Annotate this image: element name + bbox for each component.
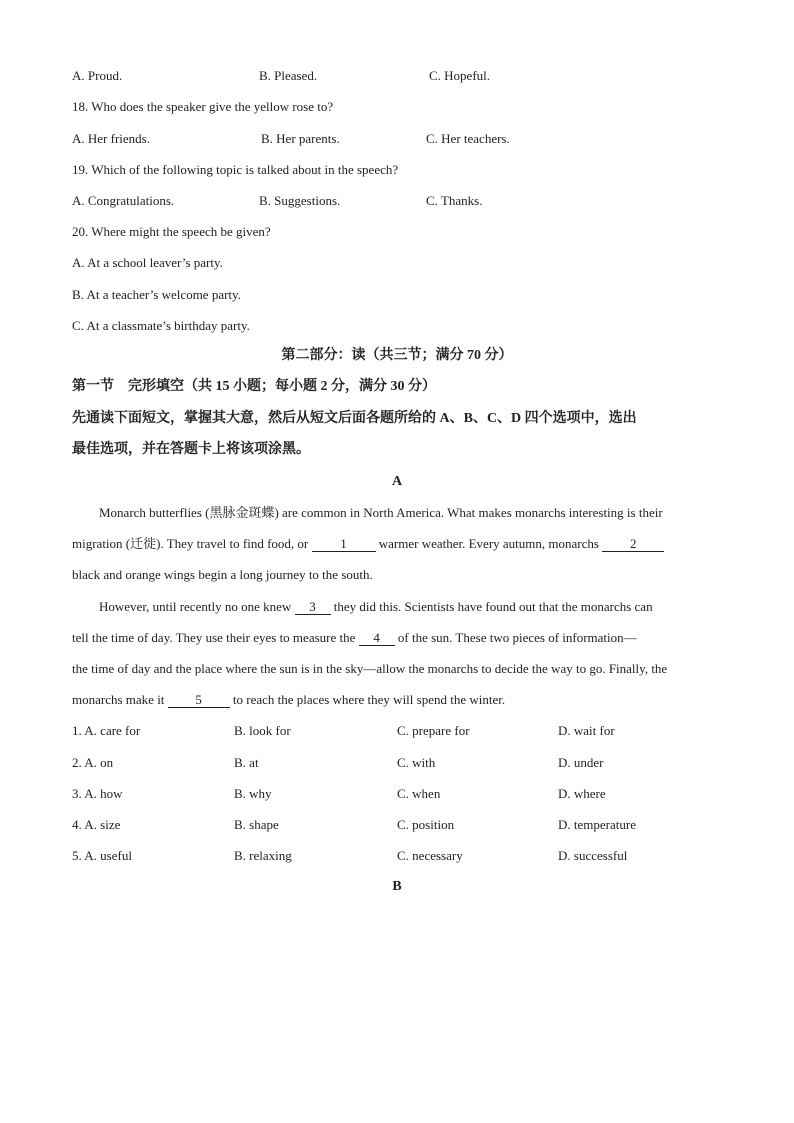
p1-line2-text-a: migration (迁徙). They travel to find food, or	[72, 536, 309, 551]
q18-option-b: B. Her parents.	[261, 131, 340, 146]
passage-p1-line3: black and orange wings begin a long journey to the south.	[72, 567, 373, 582]
option-4-a: 4. A. size	[72, 817, 121, 832]
blank-5: 5	[168, 693, 230, 708]
q19-option-c: C. Thanks.	[426, 193, 483, 208]
p2-line1-text-b: they did this. Scientists have found out that the monarchs can	[333, 599, 653, 614]
q17-option-a: A. Proud.	[72, 68, 123, 83]
q20-option-a: A. At a school leaver’s party.	[72, 255, 223, 270]
option-2-d: D. under	[558, 755, 604, 770]
p2-line2-text-a: tell the time of day. They use their eyes to measure the	[72, 630, 356, 645]
blank-3: 3	[295, 600, 331, 615]
instruction-line-1: 先通读下面短文，掌握其大意，然后从短文后面各题所给的 A、B、C、D 四个选项中，选出	[72, 411, 637, 426]
p1-line2-text-b: warmer weather. Every autumn, monarchs	[378, 536, 599, 551]
option-5-b: B. relaxing	[234, 848, 292, 863]
option-3-a: 3. A. how	[72, 786, 123, 801]
question-18: 18. Who does the speaker give the yellow rose to?	[72, 99, 334, 114]
option-4-b: B. shape	[234, 817, 279, 832]
blank-2: 2	[602, 537, 664, 552]
option-5-a: 5. A. useful	[72, 848, 132, 863]
option-2-b: B. at	[234, 755, 259, 770]
passage-p1-line2	[72, 536, 664, 552]
option-3-c: C. when	[397, 786, 441, 801]
option-1-a: 1. A. care for	[72, 723, 141, 738]
blank-4: 4	[359, 631, 395, 646]
section-one-title: 第一节 完形填空（共 15 小题；每小题 2 分，满分 30 分）	[72, 379, 436, 394]
part-two-title: 第二部分：读（共三节；满分 70 分）	[281, 348, 513, 363]
option-2-a: 2. A. on	[72, 755, 114, 770]
q20-option-b: B. At a teacher’s welcome party.	[72, 287, 241, 302]
q20-option-c: C. At a classmate’s birthday party.	[72, 318, 250, 333]
passage-p1-line1: Monarch butterflies (黑脉金斑蝶) are common in North America. What makes monarchs interesting is their	[99, 505, 663, 520]
option-4-c: C. position	[397, 817, 455, 832]
passage-a-label: A	[391, 474, 403, 489]
question-19: 19. Which of the following topic is talked about in the speech?	[72, 162, 399, 177]
q19-option-b: B. Suggestions.	[259, 193, 341, 208]
passage-b-label: B	[392, 879, 402, 894]
p2-line1-text-a: However, until recently no one knew	[99, 599, 292, 614]
p2-line2-text-b: of the sun. These two pieces of information—	[397, 630, 637, 645]
passage-p2-line2	[72, 630, 637, 646]
q19-option-a: A. Congratulations.	[72, 193, 175, 208]
passage-p2-line1	[99, 599, 653, 615]
option-1-b: B. look for	[234, 723, 291, 738]
q17-option-c: C. Hopeful.	[429, 68, 491, 83]
option-4-d: D. temperature	[558, 817, 636, 832]
q17-option-b: B. Pleased.	[259, 68, 318, 83]
passage-p2-line4	[72, 692, 505, 708]
p2-line4-text-b: to reach the places where they will spend the winter.	[232, 692, 506, 707]
option-1-d: D. wait for	[558, 723, 615, 738]
instruction-line-2: 最佳选项，并在答题卡上将该项涂黑。	[72, 442, 310, 457]
option-5-c: C. necessary	[397, 848, 463, 863]
p2-line4-text-a: monarchs make it	[72, 692, 165, 707]
passage-p2-line3: the time of day and the place where the sun is in the sky—allow the monarchs to decide the way to go. Finally, the	[72, 661, 668, 676]
option-1-c: C. prepare for	[397, 723, 470, 738]
blank-1: 1	[312, 537, 376, 552]
option-5-d: D. successful	[558, 848, 628, 863]
option-3-b: B. why	[234, 786, 272, 801]
option-3-d: D. where	[558, 786, 606, 801]
question-20: 20. Where might the speech be given?	[72, 224, 271, 239]
option-2-c: C. with	[397, 755, 436, 770]
q18-option-a: A. Her friends.	[72, 131, 150, 146]
q18-option-c: C. Her teachers.	[426, 131, 510, 146]
